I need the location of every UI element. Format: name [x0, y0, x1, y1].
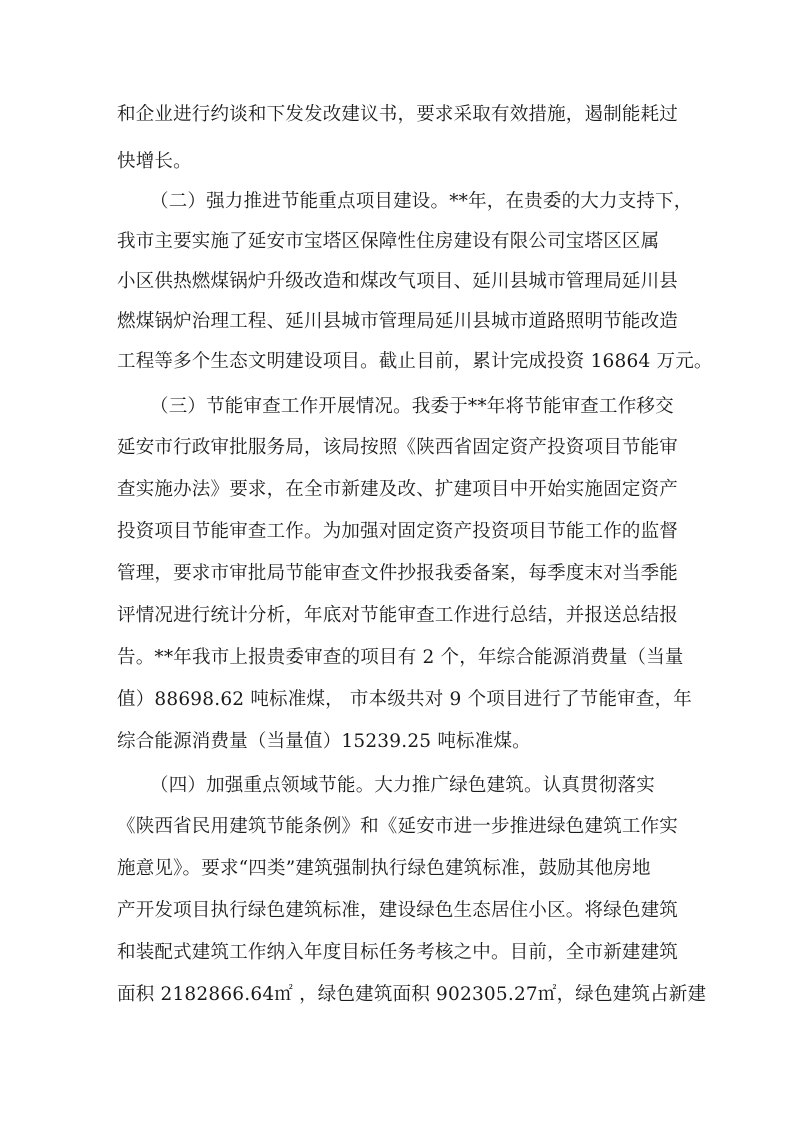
text-line: 投资项目节能审查工作。为加强对固定资产投资项目节能工作的监督 — [117, 521, 679, 542]
text-line: 小区供热燃煤锅炉升级改造和煤改气项目、延川县城市管理局延川县 — [117, 271, 679, 292]
text-line: 产开发项目执行绿色建筑标准，建设绿色生态居住小区。将绿色建筑 — [117, 900, 679, 921]
text-line: （二）强力推进节能重点项目建设。**年，在贵委的大力支持下， — [150, 191, 693, 212]
text-line: （四）加强重点领域节能。大力推广绿色建筑。认真贯彻落实 — [150, 775, 655, 796]
text-line: 我市主要实施了延安市宝塔区保障性住房建设有限公司宝塔区区属 — [117, 231, 660, 252]
text-line: （三）节能审查工作开展情况。我委于**年将节能审查工作移交 — [150, 396, 674, 417]
text-line: 燃煤锅炉治理工程、延川县城市管理局延川县城市道路照明节能改造 — [117, 311, 679, 332]
text-line: 《陕西省民用建筑节能条例》和《延安市进一步推进绿色建筑工作实 — [117, 816, 679, 837]
text-line: 施意见》。要求“四类”建筑强制执行绿色建筑标准，鼓励其他房地 — [117, 858, 651, 879]
text-line: 管理，要求市审批局节能审查文件抄报我委备案，每季度末对当季能 — [117, 563, 679, 584]
text-line: 和装配式建筑工作纳入年度目标任务考核之中。目前，全市新建建筑 — [117, 942, 679, 963]
text-line: 综合能源消费量（当量值）15239.25 吨标准煤。 — [117, 731, 531, 752]
text-line: 值）88698.62 吨标准煤， 市本级共对 9 个项目进行了节能审查，年 — [117, 689, 692, 710]
text-line: 和企业进行约谈和下发发改建议书，要求采取有效措施，遏制能耗过 — [117, 104, 679, 125]
text-line: 评情况进行统计分析，年底对节能审查工作进行总结，并报送总结报 — [117, 605, 679, 626]
text-line: 查实施办法》要求，在全市新建及改、扩建项目中开始实施固定资产 — [117, 479, 679, 500]
text-line: 告。**年我市上报贵委审查的项目有 2 个，年综合能源消费量（当量 — [117, 647, 684, 668]
text-line: 工程等多个生态文明建设项目。截止目前，累计完成投资 16864 万元。 — [117, 351, 713, 372]
text-line: 面积 2182866.64㎡ ，绿色建筑面积 902305.27㎡，绿色建筑占新建 — [117, 984, 707, 1005]
text-line: 延安市行政审批服务局，该局按照《陕西省固定资产投资项目节能审 — [117, 437, 679, 458]
text-line: 快增长。 — [117, 151, 192, 172]
